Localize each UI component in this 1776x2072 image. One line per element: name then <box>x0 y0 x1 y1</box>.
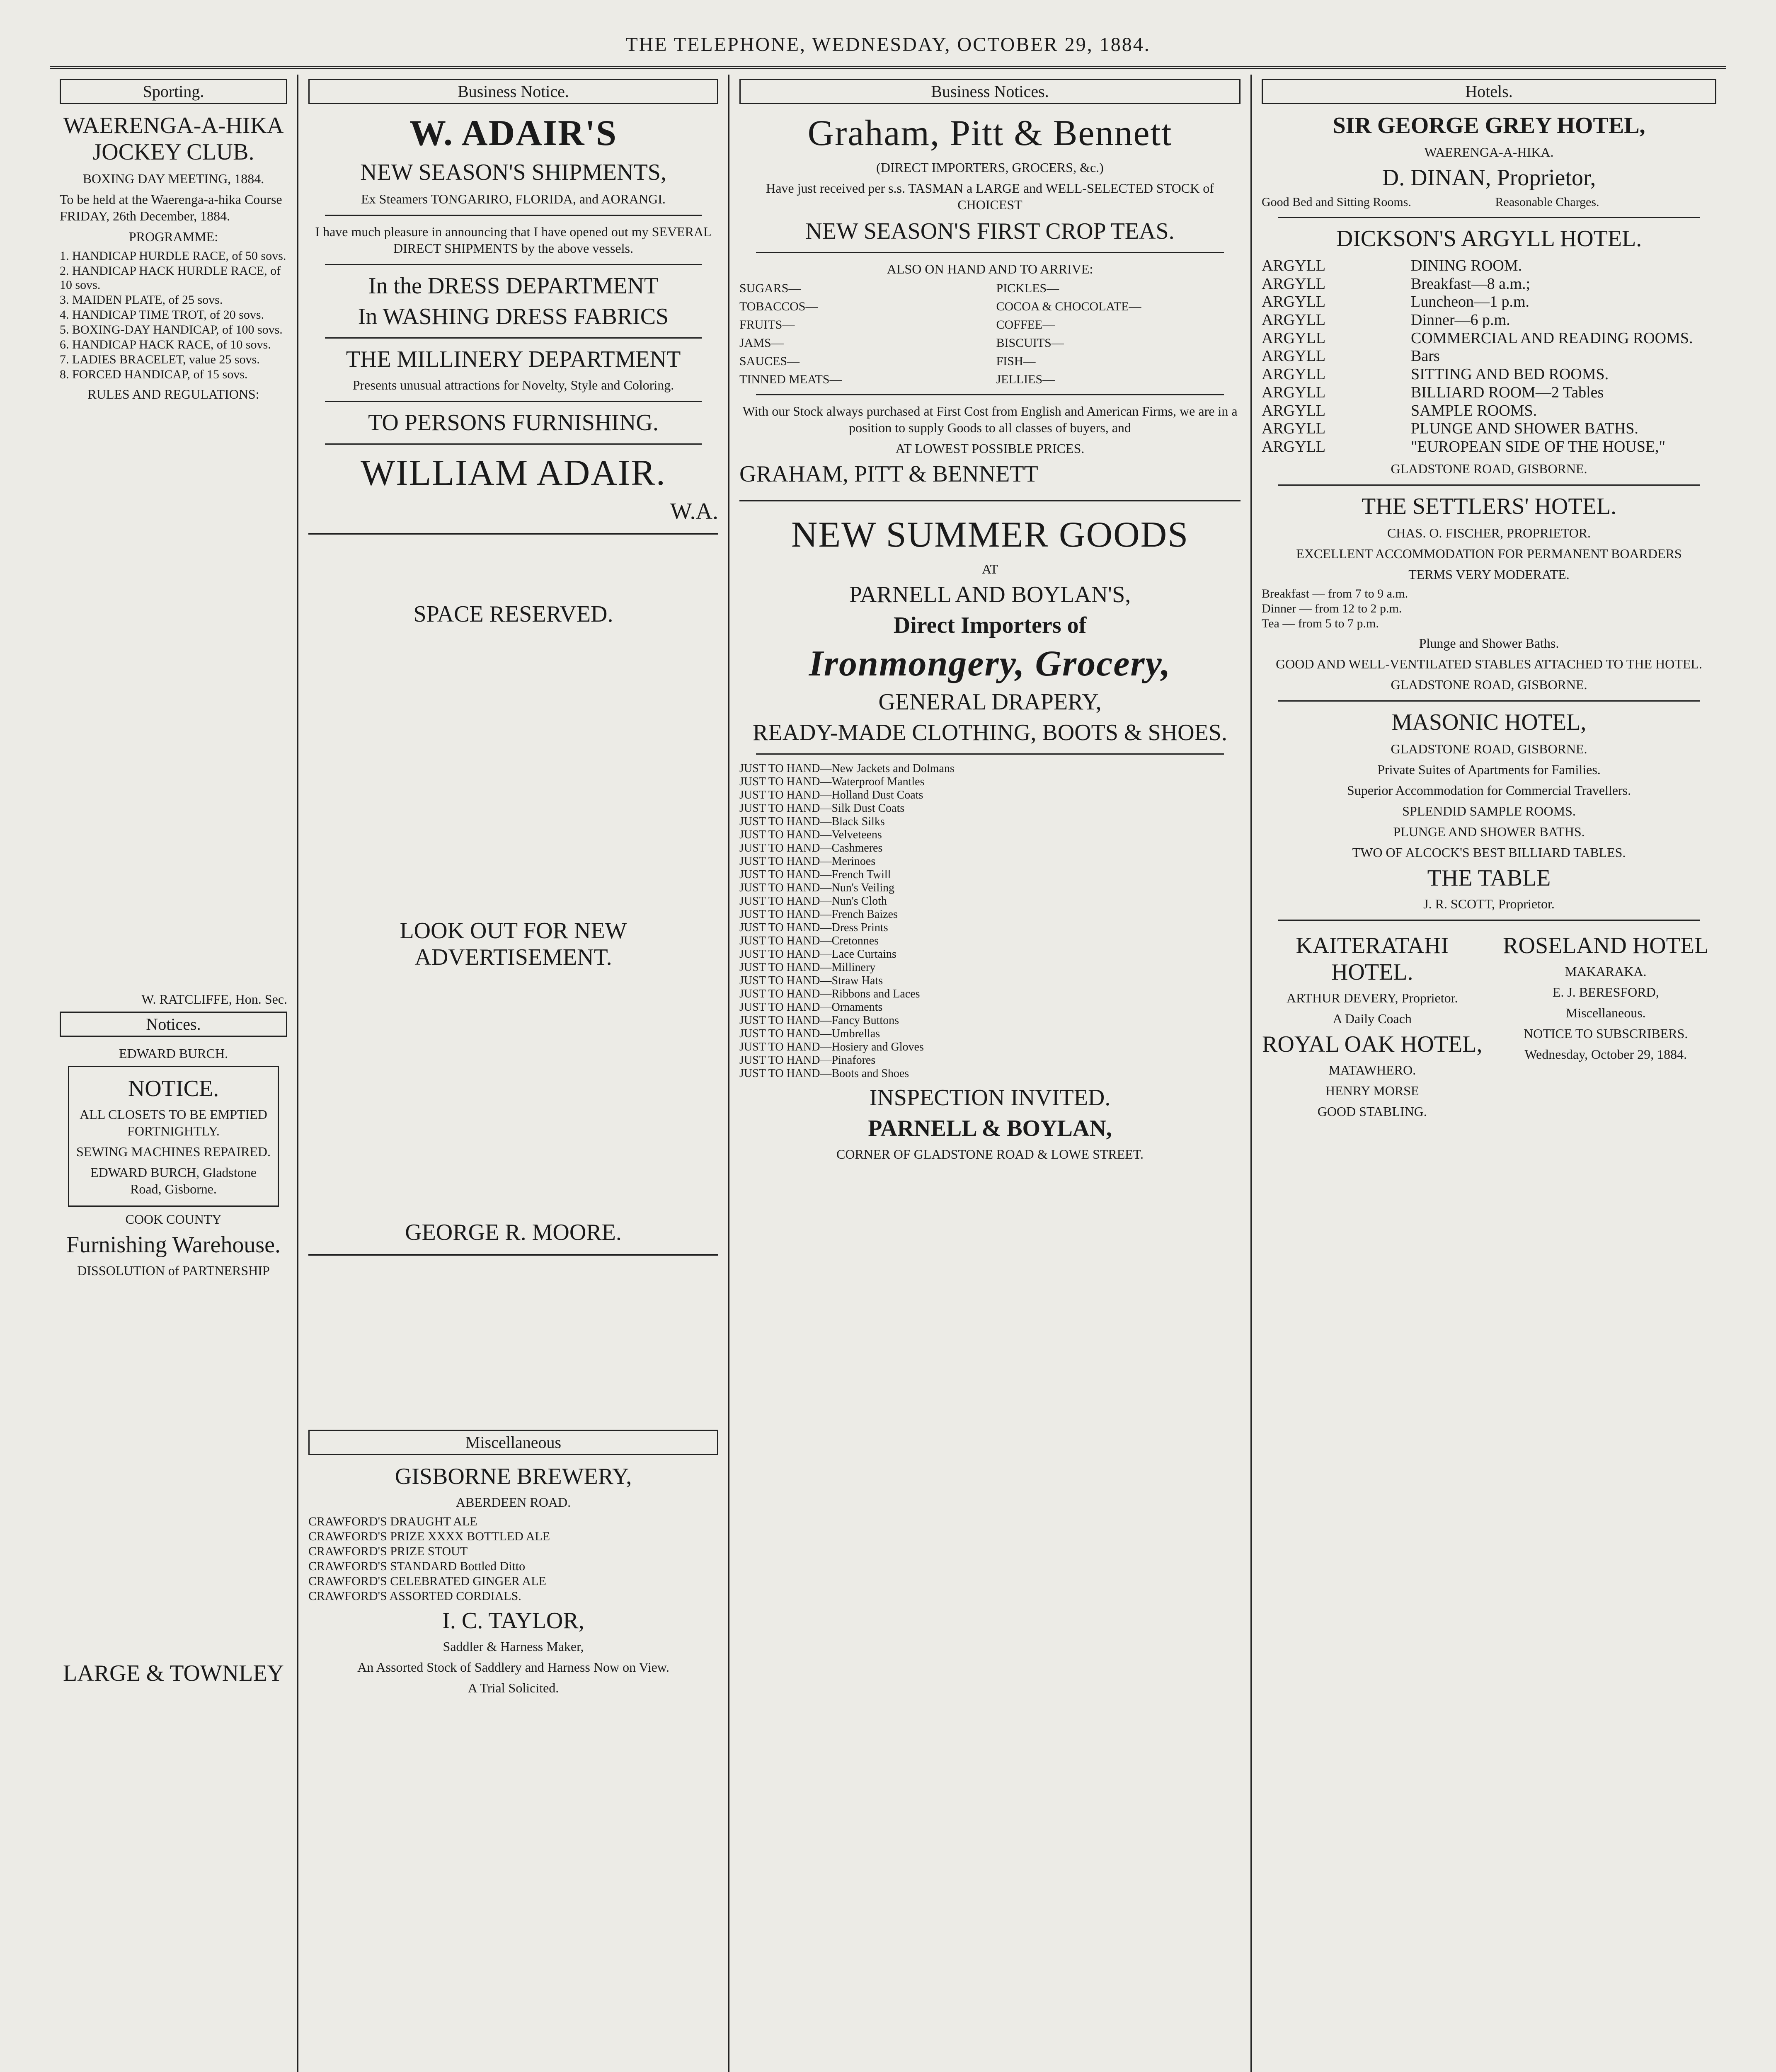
beresford: E. J. BERESFORD, <box>1552 984 1659 1000</box>
notices-header: Notices. <box>60 1012 287 1037</box>
plunge: Plunge and Shower Baths. <box>1419 635 1559 651</box>
furnishing: Furnishing Warehouse. <box>66 1232 281 1258</box>
dress-dept: In the DRESS DEPARTMENT <box>368 273 659 299</box>
grocery-item: SAUCES— <box>739 354 800 368</box>
race-item: 6. HANDICAP HACK RACE, of 10 sovs. <box>60 338 271 351</box>
drapery: GENERAL DRAPERY, <box>878 689 1102 715</box>
race-item: 4. HANDICAP TIME TROT, of 20 sovs. <box>60 308 264 322</box>
masthead: THE TELEPHONE, WEDNESDAY, OCTOBER 29, 1884. <box>50 33 1726 69</box>
list-item: JUST TO HAND—Hosiery and Gloves <box>739 1041 924 1053</box>
race-item: 3. MAIDEN PLATE, of 25 sovs. <box>60 293 223 307</box>
dinan: D. DINAN, Proprietor, <box>1382 165 1596 191</box>
list-item: JUST TO HAND—Merinoes <box>739 855 876 868</box>
stock: With our Stock always purchased at First Cost from English and American Firms, we are in a position to supply Goods to all classes of buyers, and <box>742 404 1238 435</box>
argyll-block: ARGYLL DINING ROOM. ARGYLL Breakfast—8 a.m.; ARGYLL Luncheon—1 p.m. ARGYLL Dinner—6 p.m. ARGYLL COMMERCIAL AND READING ROOMS. ARGYLL Bars ARGYLL SITTING AND BED ROOMS. ARGYLL BILLIARD ROOM—2 Tables ARGYLL SAMPLE ROOMS. ARGYLL PLUNGE AND SHOWER BATHS. ARGYLL "EUROPEAN SIDE OF THE HOUSE," <box>1262 257 1693 455</box>
crawfords-item: CRAWFORD'S ASSORTED CORDIALS. <box>308 1589 521 1603</box>
suites: Private Suites of Apartments for Families. <box>1377 762 1601 777</box>
list-item: JUST TO HAND—Fancy Buttons <box>739 1014 899 1027</box>
intro: I have much pleasure in announcing that I have opened out my SEVERAL DIRECT SHIPMENTS by the above vessels. <box>315 224 712 256</box>
grocery-item: COFFEE— <box>996 318 1055 332</box>
settlers: THE SETTLERS' HOTEL. <box>1361 493 1617 519</box>
kaiteratahi: KAITERATAHI HOTEL. <box>1296 932 1449 985</box>
list-item: JUST TO HAND—Lace Curtains <box>739 948 896 961</box>
gpb-sign: GRAHAM, PITT & BENNETT <box>739 461 1038 487</box>
imprint-date: Wednesday, October 29, 1884. <box>1524 1046 1687 1062</box>
grocery-item: JAMS— <box>739 336 784 350</box>
list-item: JUST TO HAND—Nun's Cloth <box>739 895 887 908</box>
misc-header: Miscellaneous <box>308 1430 718 1455</box>
closets: ALL CLOSETS TO BE EMPTIED FORTNIGHTLY. <box>80 1107 267 1138</box>
just-to-hand-list <box>739 762 1241 1080</box>
list-item: JUST TO HAND—Silk Dust Coats <box>739 802 905 815</box>
crawfords-item: CRAWFORD'S PRIZE STOUT <box>308 1544 468 1558</box>
dissolution: DISSOLUTION of PARTNERSHIP <box>77 1263 270 1278</box>
coach: A Daily Coach <box>1333 1011 1412 1026</box>
lookout: LOOK OUT FOR NEW ADVERTISEMENT. <box>400 918 627 970</box>
cook-county: COOK COUNTY <box>125 1212 222 1227</box>
terms: TERMS VERY MODERATE. <box>1408 566 1570 582</box>
list-item: JUST TO HAND—French Baizes <box>739 908 898 921</box>
column-header: Hotels. <box>1262 79 1716 104</box>
billiard-tables: TWO OF ALCOCK'S BEST BILLIARD TABLES. <box>1352 845 1626 860</box>
list-item: JUST TO HAND—Cashmeres <box>739 842 883 854</box>
received: Have just received per s.s. TASMAN a LARGE and WELL-SELECTED STOCK of CHOICEST <box>766 181 1214 212</box>
column-header: Sporting. <box>60 79 287 104</box>
column-header: Business Notices. <box>739 79 1241 104</box>
sewing: SEWING MACHINES REPAIRED. <box>76 1144 271 1159</box>
scott: J. R. SCOTT, Proprietor. <box>1423 896 1555 911</box>
dickson: DICKSON'S ARGYLL HOTEL. <box>1336 226 1642 252</box>
the-table: THE TABLE <box>1427 865 1551 891</box>
saddler: Saddler & Harness Maker, <box>443 1639 584 1654</box>
signature: WILLIAM ADAIR. <box>361 453 666 493</box>
grocery-item: JELLIES— <box>996 373 1055 386</box>
list-item: JUST TO HAND—Umbrellas <box>739 1027 880 1040</box>
list-item: JUST TO HAND—Boots and Shoes <box>739 1067 909 1080</box>
grocery-item: FRUITS— <box>739 318 795 332</box>
list-item: JUST TO HAND—Pinafores <box>739 1054 876 1067</box>
grocery-item: TINNED MEATS— <box>739 373 842 386</box>
at: AT <box>981 562 998 576</box>
column-adair <box>298 75 729 2072</box>
washing: In WASHING DRESS FABRICS <box>358 304 669 329</box>
parnell-boylan: PARNELL & BOYLAN, <box>868 1116 1112 1141</box>
column-hotels <box>1252 75 1726 2072</box>
parnell: PARNELL AND BOYLAN'S, <box>849 582 1131 608</box>
crawfords-list <box>308 1515 718 1603</box>
list-item: JUST TO HAND—Black Silks <box>739 815 885 828</box>
lowest: AT LOWEST POSSIBLE PRICES. <box>895 441 1085 456</box>
roseland: ROSELAND HOTEL <box>1503 932 1709 959</box>
notice-subs: NOTICE TO SUBSCRIBERS. <box>1524 1026 1688 1041</box>
space-reserved: SPACE RESERVED. <box>413 601 613 627</box>
list-item: JUST TO HAND—Millinery <box>739 961 876 974</box>
fischer: CHAS. O. FISCHER, PROPRIETOR. <box>1387 525 1591 540</box>
crawfords-item: CRAWFORD'S CELEBRATED GINGER ALE <box>308 1574 546 1588</box>
matawhero: MATAWHERO. <box>1328 1062 1416 1077</box>
corner: CORNER OF GLADSTONE ROAD & LOWE STREET. <box>836 1147 1144 1162</box>
list-item: JUST TO HAND—Velveteens <box>739 828 882 841</box>
millinery: THE MILLINERY DEPARTMENT <box>346 346 681 372</box>
grocery-item: PICKLES— <box>996 281 1059 295</box>
ironmongery: Ironmongery, Grocery, <box>809 644 1171 684</box>
notice-word: NOTICE. <box>128 1076 219 1101</box>
list-item: JUST TO HAND—Waterproof Mantles <box>739 775 925 788</box>
stables: GOOD AND WELL-VENTILATED STABLES ATTACHED TO THE HOTEL. <box>1276 656 1702 671</box>
wa: W.A. <box>670 499 718 524</box>
rules-heading: RULES AND REGULATIONS: <box>87 387 259 402</box>
gpb-title: Graham, Pitt & Bennett <box>807 113 1173 153</box>
crawfords-item: CRAWFORD'S STANDARD Bottled Ditto <box>308 1559 526 1573</box>
baths: PLUNGE AND SHOWER BATHS. <box>1393 824 1585 839</box>
importers: Direct Importers of <box>893 612 1087 638</box>
devery: ARTHUR DEVERY, Proprietor. <box>1287 990 1458 1005</box>
list-item: JUST TO HAND—Cretonnes <box>739 934 879 947</box>
steamers: Ex Steamers TONGARIRO, FLORIDA, and AORANGI. <box>361 191 666 206</box>
charges: Reasonable Charges. <box>1495 195 1599 209</box>
burch-name: EDWARD BURCH. <box>119 1046 228 1061</box>
bed-rooms: Good Bed and Sitting Rooms. <box>1262 195 1411 209</box>
shipments: NEW SEASON'S SHIPMENTS, <box>360 160 666 185</box>
excellent: EXCELLENT ACCOMMODATION FOR PERMANENT BOARDERS <box>1296 546 1682 561</box>
misc-head: Miscellaneous. <box>1565 1005 1646 1020</box>
also: ALSO ON HAND AND TO ARRIVE: <box>887 261 1093 276</box>
secretary: W. RATCLIFFE, Hon. Sec. <box>141 992 287 1007</box>
race-item: 7. LADIES BRACELET, value 25 sovs. <box>60 353 260 366</box>
list-item: JUST TO HAND—New Jackets and Dolmans <box>739 762 955 775</box>
column-grocers <box>729 75 1252 2072</box>
saddlery: An Assorted Stock of Saddlery and Harness Now on View. <box>357 1660 669 1675</box>
list-item: JUST TO HAND—French Twill <box>739 868 891 881</box>
race-item: 5. BOXING-DAY HANDICAP, of 100 sovs. <box>60 323 283 336</box>
grocery-grid <box>739 281 1241 387</box>
list-item: JUST TO HAND—Holland Dust Coats <box>739 789 923 801</box>
royal-oak: ROYAL OAK HOTEL, <box>1262 1031 1483 1057</box>
grocery-item: TOBACCOS— <box>739 300 818 313</box>
race-item: 8. FORCED HANDICAP, of 15 sovs. <box>60 368 248 381</box>
grocery-item: SUGARS— <box>739 281 801 295</box>
george-moore: GEORGE R. MOORE. <box>405 1220 622 1245</box>
clothing: READY-MADE CLOTHING, BOOTS & SHOES. <box>753 720 1227 746</box>
list-item: JUST TO HAND—Ornaments <box>739 1001 883 1014</box>
adair-title: W. ADAIR'S <box>409 113 617 153</box>
summer: NEW SUMMER GOODS <box>791 515 1189 555</box>
race-list <box>60 249 287 382</box>
programme-heading: PROGRAMME: <box>128 229 218 244</box>
column-header: Business Notice. <box>308 79 718 104</box>
brewery-address: ABERDEEN ROAD. <box>456 1495 571 1510</box>
masonic: MASONIC HOTEL, <box>1391 709 1587 735</box>
grey-hotel: SIR GEORGE GREY HOTEL, <box>1333 113 1645 138</box>
column-sporting <box>50 75 298 2072</box>
morse: HENRY MORSE <box>1325 1083 1419 1098</box>
argyll-address: GLADSTONE ROAD, GISBORNE. <box>1391 461 1587 476</box>
trial: A Trial Solicited. <box>468 1680 559 1695</box>
list-item: JUST TO HAND—Ribbons and Laces <box>739 988 920 1000</box>
makaraka: MAKARAKA. <box>1565 963 1647 979</box>
superior: Superior Accommodation for Commercial Travellers. <box>1347 782 1631 798</box>
persons-furnishing: TO PERSONS FURNISHING. <box>368 410 659 436</box>
crawfords-item: CRAWFORD'S PRIZE XXXX BOTTLED ALE <box>308 1530 550 1543</box>
grey-place: WAERENGA-A-HIKA. <box>1424 145 1554 160</box>
burch-address: EDWARD BURCH, Gladstone Road, Gisborne. <box>90 1165 257 1196</box>
teas: NEW SEASON'S FIRST CROP TEAS. <box>805 218 1175 244</box>
sample-rooms: SPLENDID SAMPLE ROOMS. <box>1402 803 1576 818</box>
inspection: INSPECTION INVITED. <box>869 1085 1111 1111</box>
grocery-item: BISCUITS— <box>996 336 1064 350</box>
stabling: GOOD STABLING. <box>1317 1104 1427 1119</box>
crawfords-item: CRAWFORD'S DRAUGHT ALE <box>308 1515 477 1528</box>
grocery-item: COCOA & CHOCOLATE— <box>996 300 1141 313</box>
taylor: I. C. TAYLOR, <box>442 1608 584 1634</box>
race-item: 2. HANDICAP HACK HURDLE RACE, of 10 sovs. <box>60 264 281 292</box>
grocery-item: FISH— <box>996 354 1036 368</box>
race-item: 1. HANDICAP HURDLE RACE, of 50 sovs. <box>60 249 286 263</box>
meal-times: Breakfast — from 7 to 9 a.m. Dinner — from 12 to 2 p.m. Tea — from 5 to 7 p.m. <box>1262 586 1408 630</box>
club-title: WAERENGA-A-HIKA JOCKEY CLUB. <box>63 113 284 165</box>
list-item: JUST TO HAND—Straw Hats <box>739 974 883 987</box>
large-townley: LARGE & TOWNLEY <box>63 1661 284 1686</box>
settlers-address: GLADSTONE ROAD, GISBORNE. <box>1391 677 1587 692</box>
gpb-sub: (DIRECT IMPORTERS, GROCERS, &c.) <box>876 160 1104 175</box>
meeting: BOXING DAY MEETING, 1884. <box>82 171 264 186</box>
meeting-date: To be held at the Waerenga-a-hika Course FRIDAY, 26th December, 1884. <box>60 192 282 223</box>
millinery-sub: Presents unusual attractions for Novelty, Style and Coloring. <box>352 378 674 392</box>
masonic-address: GLADSTONE ROAD, GISBORNE. <box>1391 741 1587 756</box>
list-item: JUST TO HAND—Nun's Veiling <box>739 881 895 894</box>
list-item: JUST TO HAND—Dress Prints <box>739 921 888 934</box>
brewery: GISBORNE BREWERY, <box>395 1464 632 1489</box>
